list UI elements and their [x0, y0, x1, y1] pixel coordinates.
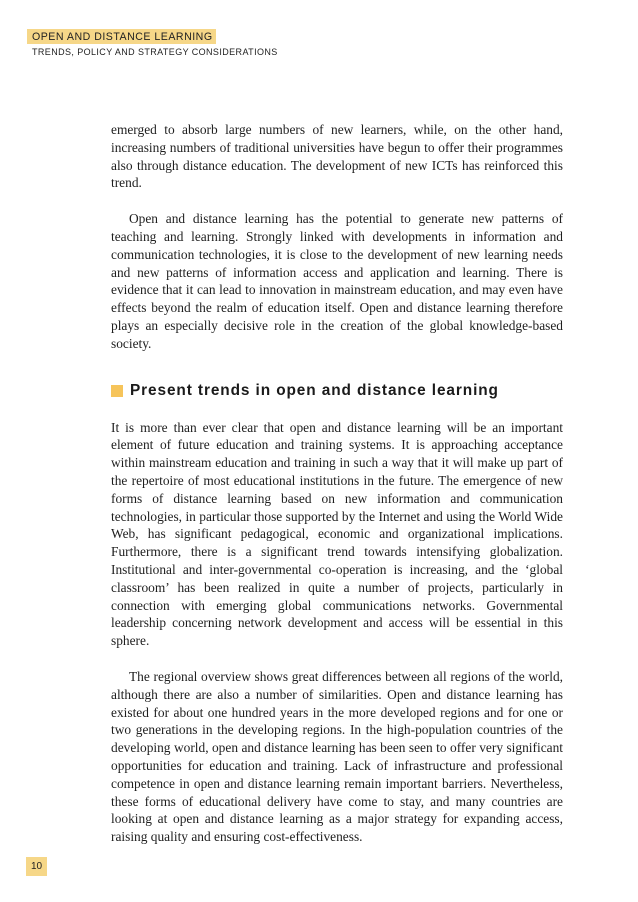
running-head-title: OPEN AND DISTANCE LEARNING [27, 29, 216, 44]
square-bullet-icon [111, 385, 123, 397]
paragraph-trends: It is more than ever clear that open and distance learning will be an important element of future education and training systems. It is approaching acceptance within mainstream education and training in such a way that it will make up part of the repertoire of most educational institutions in the future. The emergence of new forms of distance learning based on new information and communication technologies, in particular those supported by the Internet and using the World Wide Web, has significant pedagogical, economic and organizational implications. Furthermore, there is a significant trend towards intensifying globalization. Institutional and inter-governmental co-operation is increasing, and the ‘global classroom’ has been realized in quite a number of projects, particularly in connection with emerging global communications networks. Governmental leadership concerning network development and access will be essential in this sphere. [111, 419, 563, 649]
body-text [111, 121, 563, 846]
section-heading [111, 380, 563, 402]
running-head-subtitle: TRENDS, POLICY AND STRATEGY CONSIDERATIONS [32, 47, 278, 57]
section-heading-text: Present trends in open and distance learning [130, 381, 499, 399]
paragraph-continuation: emerged to absorb large numbers of new learners, while, on the other hand, increasing numbers of traditional universities have begun to offer their programmes also through distance education. The development of new ICTs has reinforced this trend. [111, 122, 563, 191]
paragraph-regional-overview: The regional overview shows great differences between all regions of the world, although there are also a number of similarities. Open and distance learning has existed for about one hundred years in the more developed regions and for one or two generations in the developing regions. In the high-population countries of the developing world, open and distance learning has been seen to offer very significant opportunities for education and training. Lack of infrastructure and professional competence in open and distance learning remain important barriers. Nevertheless, these forms of educational delivery have come to stay, and many countries are looking at open and distance learning as a major strategy for expanding access, raising quality and ensuring cost-effectiveness. [111, 668, 563, 845]
paragraph-potential: Open and distance learning has the potential to generate new patterns of teaching and learning. Strongly linked with developments in information and communication technologies, it is close to the development of new learning needs and new patterns of information access and application and learning. There is evidence that it can lead to innovation in mainstream education, and may even have effects beyond the realm of education itself. Open and distance learning therefore plays an especially decisive role in the creation of the global knowledge-based society. [111, 211, 563, 351]
running-head [27, 27, 278, 58]
page-number: 10 [26, 857, 47, 876]
